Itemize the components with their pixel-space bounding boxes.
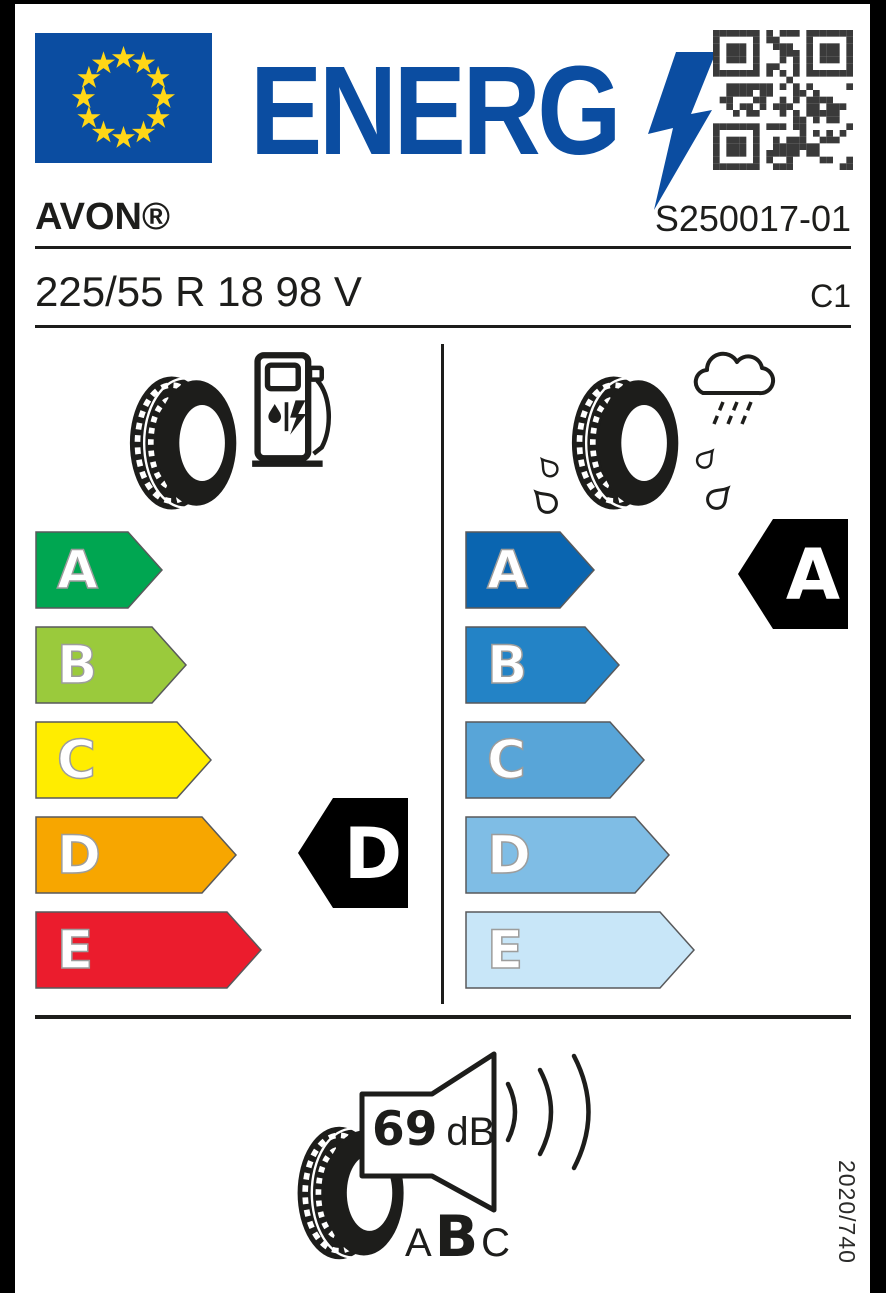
fuel-grade-label-c: C xyxy=(57,730,96,791)
noise-class-c: C xyxy=(481,1221,511,1265)
divider-rule-top xyxy=(35,246,851,249)
divider-rule-size xyxy=(35,325,851,328)
sound-waves-icon xyxy=(500,1052,610,1182)
regulation-number: 2020/740 xyxy=(834,1160,860,1264)
noise-class-a: A xyxy=(405,1221,432,1265)
fuel-grade-label-e: E xyxy=(57,920,94,981)
wet-grade-label-a: A xyxy=(487,540,529,601)
fuel-pump-icon xyxy=(250,348,332,470)
type-identifier: S250017-01 xyxy=(654,198,851,239)
label-border-right xyxy=(870,0,886,1293)
qr-code xyxy=(713,30,853,170)
fuel-grade-label-b: B xyxy=(57,635,98,696)
wet-grip-tyre-icon xyxy=(570,368,684,518)
energy-logo-text: ENERG xyxy=(250,40,619,181)
noise-class-b-rating: B xyxy=(434,1204,479,1270)
lightning-bolt-icon xyxy=(646,52,716,210)
eu-flag-icon xyxy=(35,33,212,163)
brand-name: AVON® xyxy=(35,196,170,238)
noise-db-value: 69 xyxy=(372,1102,438,1157)
fuel-grade-label-d: D xyxy=(57,825,101,886)
wet-grade-label-d: D xyxy=(487,825,531,886)
tyre-size-designation: 225/55 R 18 98 V xyxy=(35,268,362,315)
noise-db-unit: dB xyxy=(446,1110,496,1154)
rain-cloud-icon xyxy=(683,350,783,435)
noise-value-group xyxy=(372,1102,495,1157)
divider-rule-noise xyxy=(35,1015,851,1019)
fuel-grade-label-a: A xyxy=(57,540,99,601)
fuel-rating-letter: D xyxy=(343,813,403,895)
wet-rating-letter: A xyxy=(785,534,841,616)
label-border-top xyxy=(0,0,886,4)
wet-grade-label-c: C xyxy=(487,730,526,791)
wet-grade-label-e: E xyxy=(487,920,524,981)
fuel-efficiency-tyre-icon xyxy=(128,368,242,518)
noise-class-scale xyxy=(405,1204,510,1270)
splash-drop-icon xyxy=(696,474,740,522)
splash-drop-icon xyxy=(524,478,568,526)
wet-grade-label-b: B xyxy=(487,635,528,696)
centre-divider xyxy=(441,344,444,1004)
label-border-left xyxy=(0,0,15,1293)
tyre-class: C1 xyxy=(810,278,851,314)
